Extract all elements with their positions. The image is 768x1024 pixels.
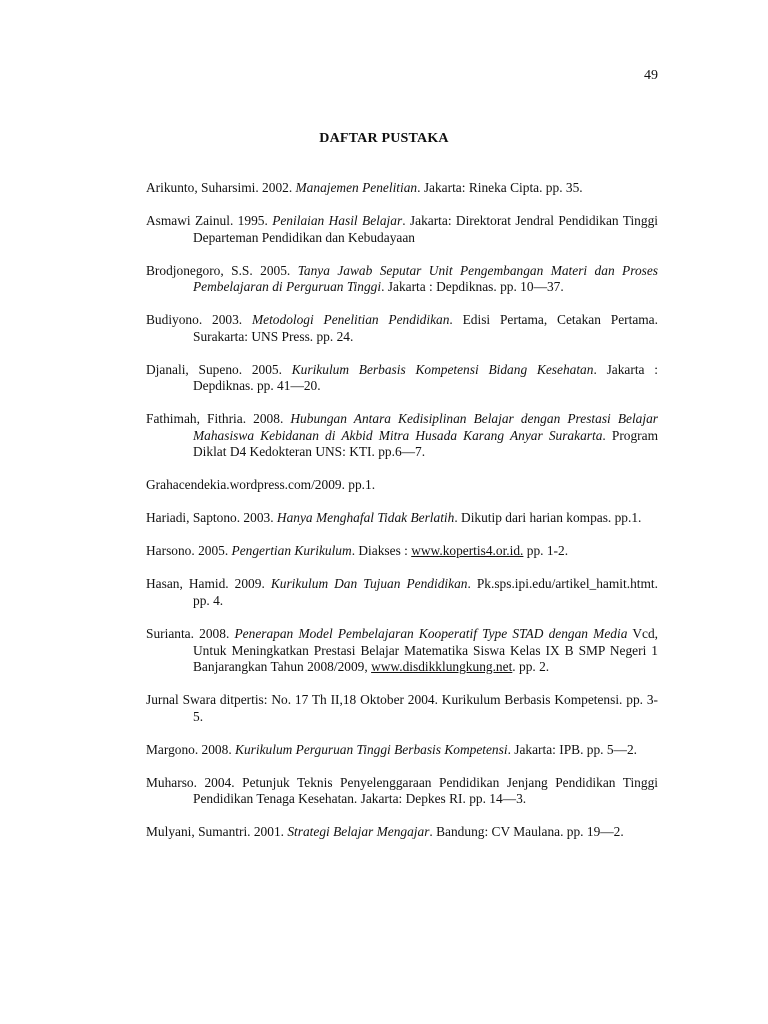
reference-link[interactable]: www.kopertis4.or.id. bbox=[411, 543, 524, 559]
reference-entry: Djanali, Supeno. 2005. Kurikulum Berbasis Kompetensi Bidang Kesehatan. Jakarta : Depdiknas. pp. 41—20. bbox=[146, 361, 658, 394]
page-title: DAFTAR PUSTAKA bbox=[319, 131, 449, 146]
reference-entry: Muharso. 2004. Petunjuk Teknis Penyelenggaraan Pendidikan Jenjang Pendidikan Tinggi Pendidikan Tenaga Kesehatan. Jakarta: Depkes RI. pp. 14—3. bbox=[146, 774, 658, 807]
reference-entry: Budiyono. 2003. Metodologi Penelitian Pendidikan. Edisi Pertama, Cetakan Pertama. Surakarta: UNS Press. pp. 24. bbox=[146, 312, 658, 344]
reference-list bbox=[146, 180, 658, 857]
reference-entry: Margono. 2008. Kurikulum Perguruan Tinggi Berbasis Kompetensi. Jakarta: IPB. pp. 5—2. bbox=[146, 741, 637, 757]
reference-link[interactable]: www.disdikklungkung.net bbox=[371, 659, 513, 675]
reference-entry: Surianta. 2008. Penerapan Model Pembelajaran Kooperatif Type STAD dengan Media Vcd, Untuk Meningkatkan Prestasi Belajar Matematika Siswa Kelas IX B SMP Negeri 1 Banjarangkan Tahun 2008/2009, www.disdikklungkung.net. pp. 2. bbox=[146, 626, 659, 675]
page-number: 49 bbox=[644, 68, 658, 83]
reference-entry: Hariadi, Saptono. 2003. Hanya Menghafal Tidak Berlatih. Dikutip dari harian kompas. pp.1. bbox=[146, 510, 642, 526]
reference-entry: Jurnal Swara ditpertis: No. 17 Th II,18 Oktober 2004. Kurikulum Berbasis Kompetensi. pp. 3-5. bbox=[146, 692, 658, 724]
reference-entry: Hasan, Hamid. 2009. Kurikulum Dan Tujuan Pendidikan. Pk.sps.ipi.edu/artikel_hamit.htmt. pp. 4. bbox=[146, 576, 658, 609]
reference-entry: Arikunto, Suharsimi. 2002. Manajemen Penelitian. Jakarta: Rineka Cipta. pp. 35. bbox=[146, 180, 583, 195]
reference-entry: Brodjonegoro, S.S. 2005. Tanya Jawab Seputar Unit Pengembangan Materi dan Proses Pembelajaran di Perguruan Tinggi. Jakarta : Depdiknas. pp. 10—37. bbox=[146, 262, 659, 295]
reference-entry: Fathimah, Fithria. 2008. Hubungan Antara Kedisiplinan Belajar dengan Prestasi Belajar Mahasiswa Kebidanan di Akbid Mitra Husada Karang Anyar Surakarta. Program Diklat D4 Kedokteran UNS: KTI. pp.6—7. bbox=[146, 411, 659, 460]
reference-entry: Grahacendekia.wordpress.com/2009. pp.1. bbox=[146, 477, 376, 493]
reference-entry: Harsono. 2005. Pengertian Kurikulum. Diakses : www.kopertis4.or.id. pp. 1-2. bbox=[146, 543, 569, 559]
reference-entry: Mulyani, Sumantri. 2001. Strategi Belajar Mengajar. Bandung: CV Maulana. pp. 19—2. bbox=[146, 824, 624, 840]
reference-entry: Asmawi Zainul. 1995. Penilaian Hasil Belajar. Jakarta: Direktorat Jendral Pendidikan Tinggi Departeman Pendidikan dan Kebudayaan bbox=[146, 212, 658, 245]
